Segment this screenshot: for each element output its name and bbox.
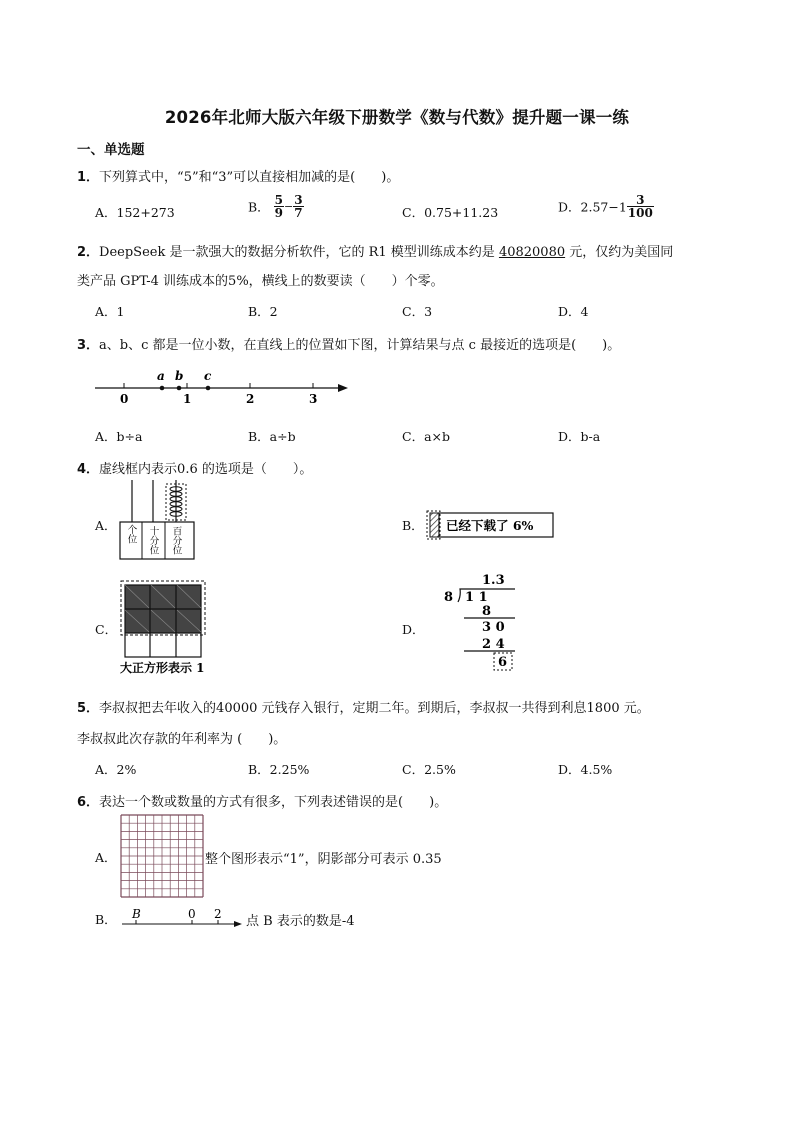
option-a[interactable]: A．b÷a [95,429,143,444]
option-c[interactable]: C．a×b [402,429,450,444]
point-label: B [132,907,141,921]
numerator: 3 [294,193,303,207]
dividend: 1 1 [465,590,488,605]
question-5-line-2: 李叔叔此次存款的年利率为 ( )。 [77,732,287,747]
question-number: 1． [77,170,100,185]
underlined-number: 40820080 [498,245,566,260]
option-b[interactable]: B．2.25% [248,762,310,777]
option-d[interactable]: D．4 [558,304,589,319]
question-text: a、b、c 都是一位小数，在直线上的位置如下图，计算结果与点 c 最接近的选项是( )。 [99,338,621,353]
subtract-row: 3 0 [482,620,505,635]
point-c [206,386,211,391]
denominator: 7 [294,206,303,220]
question-3 [77,334,620,353]
option-label: D．2.57−1 [558,199,627,215]
place-label-tenths: 十分位 [147,526,159,555]
tick-label: 0 [188,907,196,921]
denominator: 100 [627,206,653,220]
progress-fill [430,513,439,537]
download-label: 已经下载了 6% [446,518,534,533]
question-5 [77,697,650,716]
fraction [274,194,284,219]
question-text: 下列算式中，“5”和“3”可以直接相加减的是( )。 [99,170,400,185]
fraction [627,194,654,219]
question-4 [77,458,312,477]
fraction [293,194,303,219]
option-b-text: 点 B 表示的数是-4 [246,914,355,929]
option-b[interactable]: B． [95,912,117,927]
option-a[interactable]: A．2% [95,762,137,777]
option-a[interactable]: A．1 [95,304,125,319]
question-2-line-2: 类产品 GPT-4 训练成本的5%，横线上的数要读（ ）个零。 [77,274,444,289]
page-title: 2026年北师大版六年级下册数学《数与代数》提升题一课一练 [164,108,630,127]
question-number: 6． [77,795,100,810]
option-b[interactable]: B．a÷b [248,429,296,444]
question-text: DeepSeek 是一款强大的数据分析软件，它的 R1 模型训练成本约是 [99,245,499,260]
long-division-figure [440,570,530,674]
point-b [177,386,182,391]
question-text: 表达一个数或数量的方式有很多，下列表述错误的是( )。 [99,795,448,810]
arrow-head-icon [234,921,242,927]
denominator: 9 [274,206,284,220]
question-6 [77,791,447,810]
question-text: 虚线框内表示0.6 的选项是（ ）。 [99,462,313,477]
question-1 [77,166,399,185]
point-label: b [175,369,184,383]
quotient: 1.3 [482,573,505,588]
option-d[interactable]: D．b-a [558,429,601,444]
arrow-head-icon [338,384,348,392]
option-c[interactable]: C．2.5% [402,762,456,777]
question-number: 3． [77,338,100,353]
question-text: 李叔叔把去年收入的40000 元钱存入银行，定期二年。到期后，李叔叔一共得到利息1800 元。 [99,701,650,716]
abacus-beads [170,487,182,517]
question-number: 2． [77,245,100,260]
option-c[interactable]: C． [95,622,118,637]
number-line-figure [90,366,355,406]
numerator: 3 [627,194,654,207]
abacus-figure [118,478,198,562]
option-c[interactable]: C．0.75+11.23 [402,205,499,220]
tick-label: 2 [214,907,222,921]
section-heading: 一、单选题 [77,142,145,158]
option-b[interactable]: B． [402,518,424,533]
option-c[interactable]: C．3 [402,304,433,319]
number-line-b-figure [120,902,246,930]
square-grid-figure [118,579,228,679]
option-d[interactable]: D． [402,622,425,637]
subtract-row: 2 4 [482,637,505,652]
square-caption: 大正方形表示 1 [120,661,205,675]
option-b[interactable]: B．2 [248,304,278,319]
option-a-text: 整个图形表示“1”，阴影部分可表示 0.35 [205,852,442,867]
question-number: 5． [77,701,100,716]
question-text: 元，仅约为美国同 [565,245,674,260]
remainder: 6 [498,655,508,670]
option-d[interactable] [558,194,654,219]
option-b[interactable] [248,194,304,219]
download-bar-figure [426,508,556,542]
option-d[interactable]: D．4.5% [558,762,613,777]
place-label-ones: 个位 [125,524,137,544]
point-a [160,386,165,391]
operator: − [284,200,294,213]
hundred-grid-figure [120,814,204,898]
tick-label: 1 [183,392,192,406]
question-number: 4． [77,462,100,477]
option-a[interactable]: A． [95,518,117,533]
subtract-row: 8 [482,604,492,619]
place-label-hundredths: 百分位 [170,526,182,555]
option-label: B． [248,199,270,215]
divisor: 8 [444,590,454,605]
point-label: c [204,369,212,383]
tick-label: 2 [246,392,255,406]
question-2 [77,241,673,260]
point-label: a [157,369,165,383]
option-a[interactable]: A． [95,850,117,865]
tick-label: 0 [120,392,129,406]
option-a[interactable]: A．152+273 [95,205,175,220]
numerator: 5 [274,193,284,207]
tick-label: 3 [309,392,318,406]
